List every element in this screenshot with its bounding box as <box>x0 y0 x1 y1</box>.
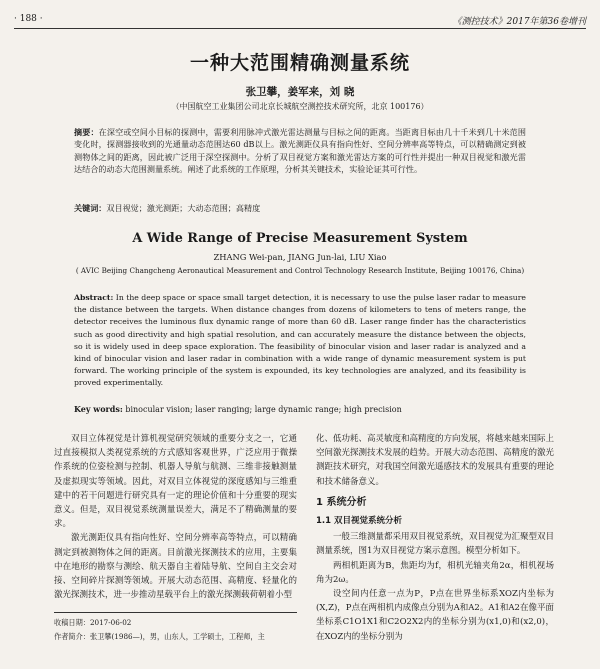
footnote <box>54 612 297 644</box>
received-date: 收稿日期：2017-06-02 <box>54 618 132 627</box>
body-paragraph: 一般三维测量都采用双目视觉系统，双目视觉为汇聚型双目测量系统，图1为双目视觉方案示意图。模型分析如下。 <box>316 532 555 557</box>
abstract-chinese <box>74 126 526 176</box>
keywords-label-english: Key words: <box>74 404 123 414</box>
body-paragraph: 激光测距仪具有指向性好、空间分辨率高等特点，可以精确测定到被测物体之间的距离。目前激光探测技术的应用，主要集中在地形的勘察与测绘、航天器自主着陆导航、空间自主交会对接、空间碎片探测等领域。开展大动态范围、高精度、轻量化的激光探测技术，进一步推动星载平台上的激光探测载荷朝着小型 <box>54 533 297 601</box>
abstract-text-english: In the deep space or space small target detection, it is necessary to use the pulse laser radar to measure the distance between the targets. When distance changes from dozens of kilometers to tens of meters range, the detector receives the luminous flux dynamic range of more than 60 dB. Laser range finder has the characteristics such as good directivity and high spatial resolution, and can accurately measure the distance between the objects, so it is widely used in deep space exploration. The feasibility of binocular vision and laser radar is analyzed and a kind of binocular vision and laser radar in combination with a wide range of dynamic measurement system is put forward. The working principle of the system is expounded, its key technologies are analyzed, and its feasibility is proved experimentally. <box>74 293 526 388</box>
abstract-label-chinese: 摘要： <box>74 127 99 137</box>
body-paragraph: 化、低功耗、高灵敏度和高精度的方向发展，将越来越来国际上空间激光探测技术发展的趋势。开展大动态范围、高精度的激光测距技术研究，对我国空间激光遥感技术的发展具有重要的理论和技术储备意义。 <box>316 434 555 487</box>
abstract-label-english: Abstract: <box>74 293 114 302</box>
keywords-chinese <box>74 203 526 214</box>
abstract-text-chinese: 在深空或空间小目标的探测中，需要利用脉冲式激光雷达测量与目标之间的距离。当距离目标由几十千米到几十米范围变化时，探测器接收到的光通量动态范围达60 dB以上。激光测距仪具有指向性好、空间分辨率高等特点，可以精确测定到被测物体之间的距离，因此被广泛用于深空探测中。分析了双目视觉方案和激光雷达方案的可行性并提出一种双目视觉和激光雷达结合的动态大范围测量系统。阐述了此系统的工作原理，分析其关键技术，实验论证其可行性。 <box>74 127 526 175</box>
affiliation-english: ( AVIC Beijing Changcheng Aeronautical Measurement and Control Technology Research Institute, Beijing 100176, China) <box>75 266 525 275</box>
keywords-label-chinese: 关键词： <box>74 203 107 213</box>
paper-title-english: A Wide Range of Precise Measurement System <box>132 231 468 246</box>
keywords-text-chinese: 双目视觉；激光测距；大动态范围；高精度 <box>106 203 261 213</box>
body-paragraph: 两相机距离为B，焦距均为f，相机光轴夹角2α，相机视场角为2ω。 <box>316 560 554 585</box>
keywords-text-english: binocular vision; laser ranging; large dynamic range; high precision <box>125 405 402 414</box>
body-paragraph: 设空间内任意一点为P，P点在世界坐标系XOZ内坐标为(X,Z)，P点在两相机内成像点分别为A和A2。A1和A2在像平面坐标系C1O1X1和C2O2X2内的坐标分别为(x1,0)和(x2,0)，在XOZ内的坐标分别为 <box>316 589 554 642</box>
authors-chinese: 张卫攀，姜军来，刘 晓 <box>245 86 355 98</box>
affiliation-chinese: （中国航空工业集团公司北京长城航空测控技术研究所，北京 100176） <box>171 102 429 111</box>
subsection-heading: 1.1 双目视觉系统分析 <box>316 516 403 527</box>
authors-english: ZHANG Wei-pan, JIANG Jun-lai, LIU Xiao <box>213 252 387 262</box>
section-heading: 1 系统分析 <box>316 496 367 508</box>
page-header <box>14 12 586 29</box>
body-paragraph: 双目立体视觉是计算机视觉研究领域的重要分支之一，它通过直接模拟人类视觉系统的方式感知客观世界，广泛应用于微操作系统的位姿检测与控制、机器人导航与航测、三维非接触测量及虚拟现实等领域。因此，对双目立体视觉的深度感知与三维重建中的若干问题进行研究具有一定的理论价值和十分重要的现实意义。但是，双目视觉系统测量误差大，满足不了精确测量的要求。 <box>54 434 297 530</box>
keywords-english <box>74 404 526 414</box>
journal-name: 《测控技术》2017年第36卷增刊 <box>452 17 586 27</box>
paper-title-chinese: 一种大范围精确测量系统 <box>189 52 410 74</box>
page-number: · 188 · <box>14 14 43 24</box>
body-column-right <box>316 432 554 644</box>
author-bio: 作者简介：张卫攀(1986—)，男，山东人，工学硕士，工程师，主 <box>54 632 265 641</box>
body-column-left <box>54 432 297 602</box>
abstract-english <box>74 292 526 390</box>
